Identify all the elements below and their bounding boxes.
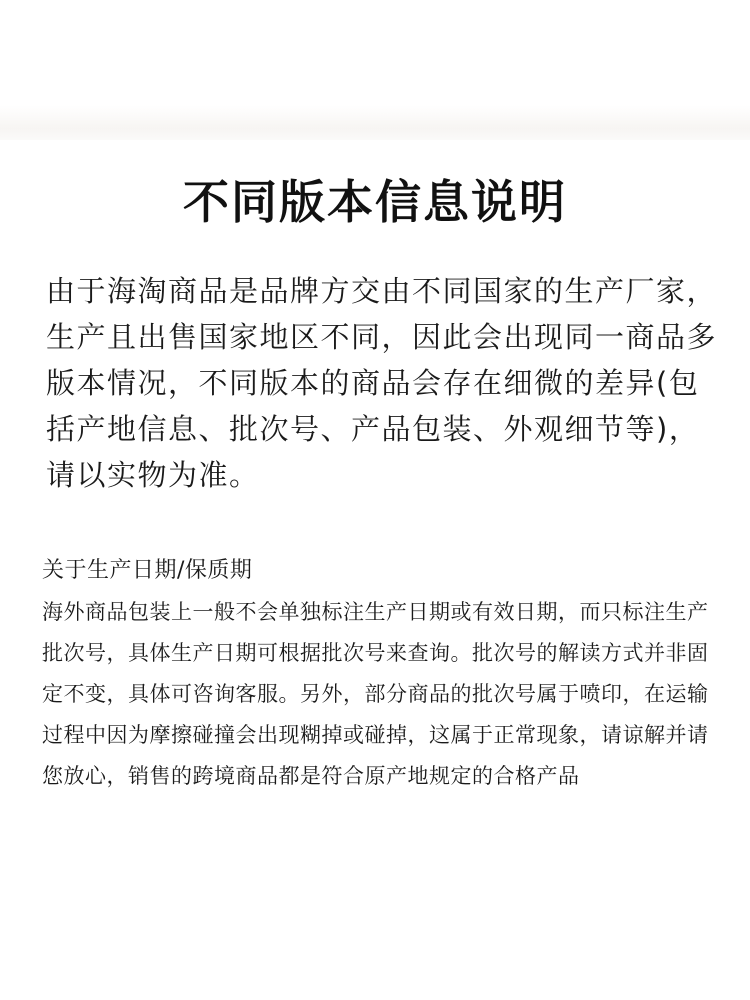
intro-paragraph: 由于海淘商品是品牌方交由不同国家的生产厂家，生产且出售国家地区不同，因此会出现同一商品多版本情况，不同版本的商品会存在细微的差异(包括产地信息、批次号、产品包装、外观细节等)，请以实物为准。 [46,274,718,492]
section-body: 海外商品包装上一般不会单独标注生产日期或有效日期，而只标注生产批次号，具体生产日期可根据批次号来查询。批次号的解读方式并非固定不变，具体可咨询客服。另外，部分商品的批次号属于喷印，在运输过程中因为摩擦碰撞会出现糊掉或碰掉，这属于正常现象，请谅解并请您放心，销售的跨境商品都是符合原产地规定的合格产品 [42,600,709,788]
section-heading: 关于生产日期/保质期 [42,558,253,583]
page-title: 不同版本信息说明 [183,175,567,229]
top-banner-band [0,0,750,140]
